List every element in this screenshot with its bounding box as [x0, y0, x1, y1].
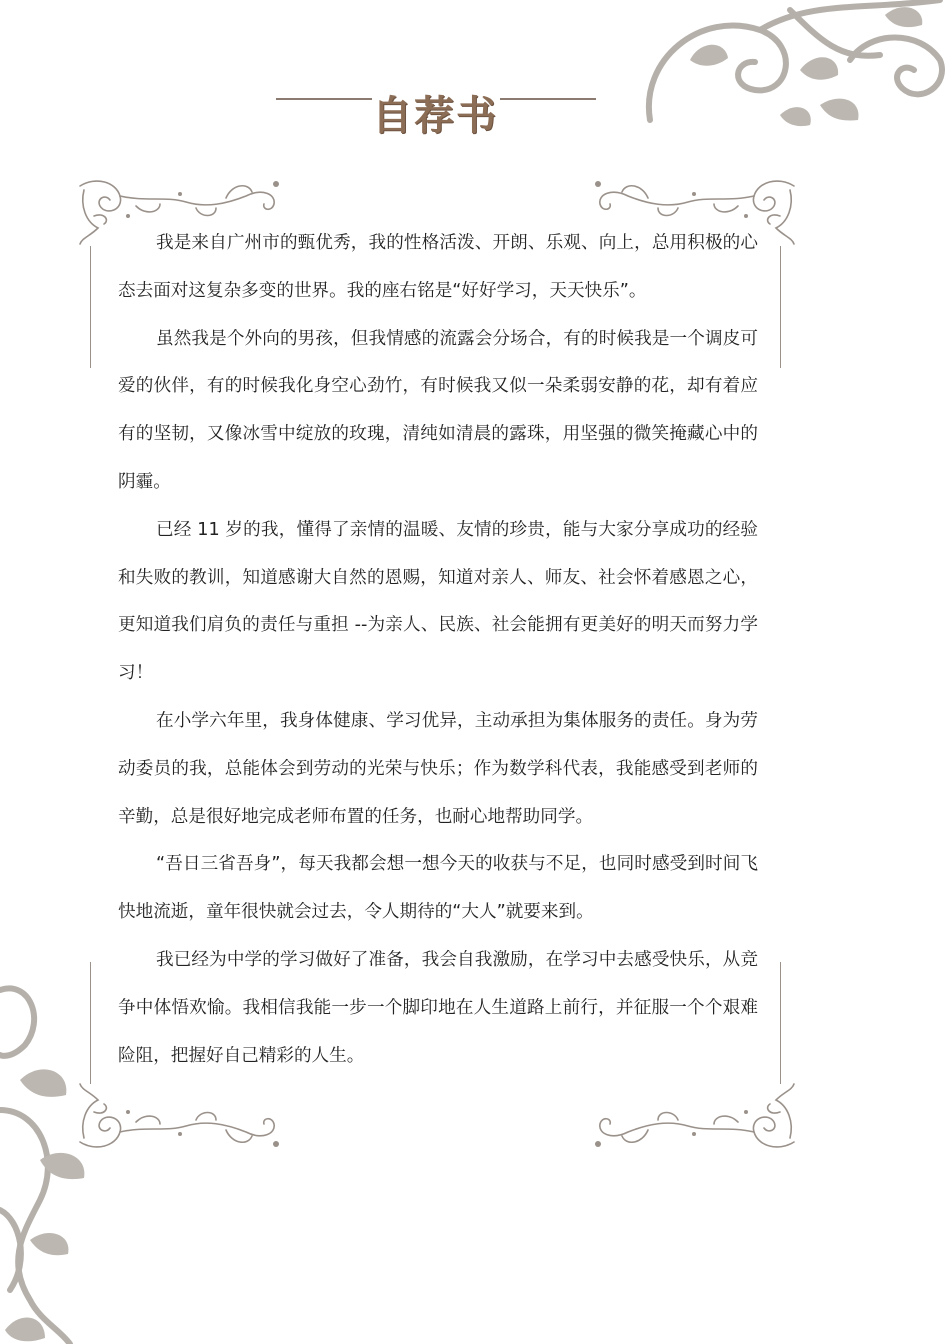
letter-body [118, 220, 758, 1080]
title-divider-right [500, 98, 596, 100]
paragraph-reflection: “吾日三省吾身”，每天我都会想一想今天的收获与不足，也同时感受到时间飞快地流逝，童年很快就会过去，令人期待的“大人”就要来到。 [118, 854, 758, 923]
paragraph-values: 已经 11 岁的我，懂得了亲情的温暖、友情的珍贵，能与大家分享成功的经验和失败的教训，知道感谢大自然的恩赐，知道对亲人、师友、社会怀着感恩之心，更知道我们肩负的责任与重担 --为亲人、民族、社会能拥有更美好的明天而努力学习！ [118, 519, 758, 684]
paragraph-personality: 虽然我是个外向的男孩，但我情感的流露会分场合，有的时候我是一个调皮可爱的伙伴，有的时候我化身空心劲竹，有时候我又似一朵柔弱安静的花，却有着应有的坚韧，又像冰雪中绽放的玫瑰，清纯如清晨的露珠，用坚强的微笑掩藏心中的阴霾。 [118, 328, 758, 492]
title-block [270, 78, 600, 142]
paragraph-intro: 我是来自广州市的甄优秀，我的性格活泼、开朗、乐观、向上，总用积极的心态去面对这复杂多变的世界。我的座右铭是“好好学习，天天快乐”。 [118, 233, 758, 301]
paragraph-closing: 我已经为中学的学习做好了准备，我会自我激励，在学习中去感受快乐，从竞争中体悟欢愉。我相信我能一步一个脚印地在人生道路上前行，并征服一个个艰难险阻，把握好自己精彩的人生。 [118, 949, 758, 1066]
title-divider-left [276, 98, 372, 100]
corner-ornament-icon [76, 1082, 288, 1152]
floral-swirl-icon [0, 960, 110, 1344]
frame-line-right-bottom [780, 962, 781, 1084]
page-title: 自荐书 [372, 93, 498, 139]
corner-ornament-icon [586, 1082, 798, 1152]
floral-swirl-icon [640, 0, 950, 140]
paragraph-school: 在小学六年里，我身体健康、学习优异，主动承担为集体服务的责任。身为劳动委员的我，总能体会到劳动的光荣与快乐；作为数学科代表，我能感受到老师的辛勤，总是很好地完成老师布置的任务，也耐心地帮助同学。 [118, 710, 758, 827]
frame-line-right-top [780, 246, 781, 368]
frame-line-left-bottom [90, 962, 91, 1084]
frame-line-left-top [90, 246, 91, 368]
